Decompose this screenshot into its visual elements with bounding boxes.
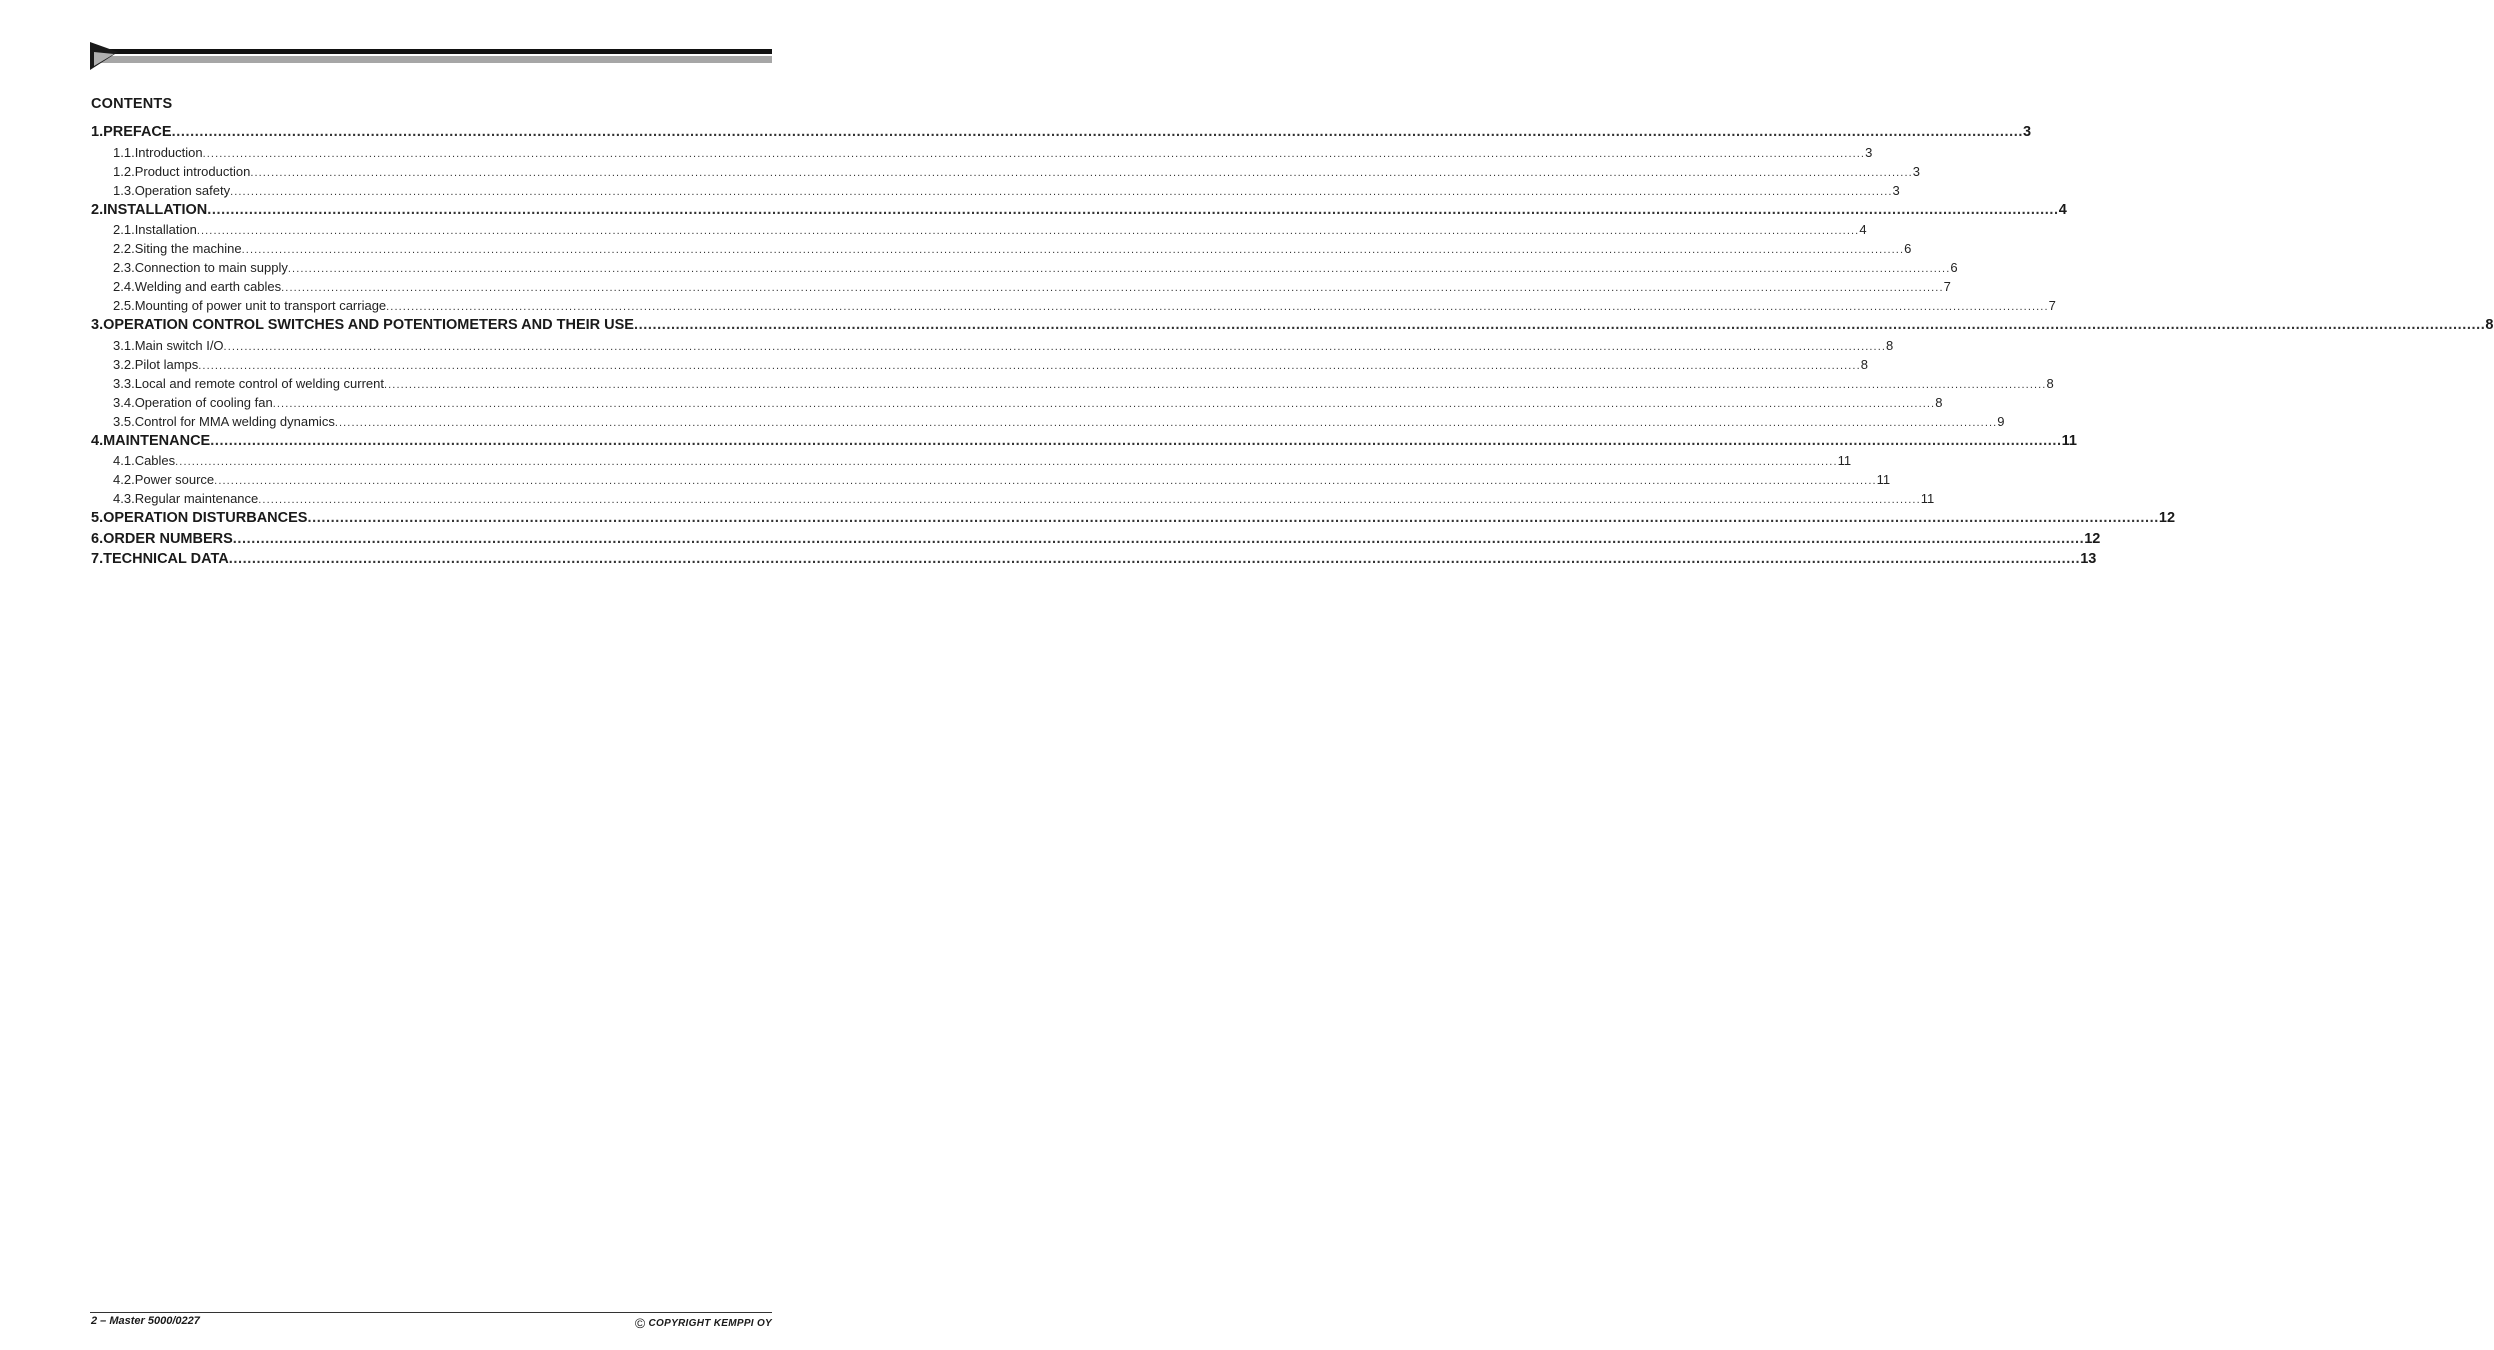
toc-page-number: 8 xyxy=(1935,394,1943,410)
copyright-icon: © xyxy=(634,1315,646,1331)
toc-page-number: 11 xyxy=(1876,472,1891,487)
toc-entry-title: Operation of cooling fan xyxy=(134,394,273,410)
toc-page-number: 4 xyxy=(1859,222,1867,237)
toc-dot-leader: ................................................................................................................................................................................................................................................................................................................................................................................................................ xyxy=(307,510,2159,526)
toc-subsection-entry[interactable] xyxy=(91,181,1900,200)
toc-entry-number: 5. xyxy=(91,510,104,526)
toc-entry-number: 3.5. xyxy=(113,413,135,429)
toc-entry-number: 1.1. xyxy=(113,144,135,160)
toc-page-number: 8 xyxy=(1860,356,1868,372)
toc-subsection-entry[interactable] xyxy=(91,143,1873,162)
toc-entry-title: ORDER NUMBERS xyxy=(103,530,233,547)
toc-dot-leader: ................................................................................................................................................................................................................................................................................................................................................................................................................ xyxy=(196,225,1860,237)
toc-page-number: 12 xyxy=(2158,510,2176,526)
toc-entry-number: 4. xyxy=(91,432,104,449)
footer-page-label: 2 – Master 5000/0227 xyxy=(91,1315,200,1327)
toc-subsection-entry[interactable] xyxy=(91,239,1912,258)
toc-entry-number: 3.1. xyxy=(113,337,135,353)
toc-page-number: 3 xyxy=(1865,144,1873,160)
toc-entry-title: Local and remote control of welding current xyxy=(134,375,384,391)
toc-section-entry[interactable] xyxy=(91,200,2067,221)
toc-page-number: 11 xyxy=(2061,432,2078,449)
toc-entry-title: PREFACE xyxy=(103,124,172,140)
toc-entry-number: 3. xyxy=(91,317,104,333)
toc-dot-leader: ................................................................................................................................................................................................................................................................................................................................................................................................................ xyxy=(258,494,1921,506)
toc-subsection-entry[interactable] xyxy=(91,296,2056,315)
toc-page-number: 8 xyxy=(2485,317,2494,333)
toc-entry-number: 3.3. xyxy=(113,375,135,391)
toc-page-number: 8 xyxy=(1886,337,1894,353)
toc-entry-title: Welding and earth cables xyxy=(134,279,282,294)
toc-dot-leader: ................................................................................................................................................................................................................................................................................................................................................................................................................ xyxy=(228,551,2081,567)
toc-page-number: 8 xyxy=(2046,375,2054,391)
toc-page-number: 4 xyxy=(2058,201,2067,218)
toc-dot-leader: ................................................................................................................................................................................................................................................................................................................................................................................................................ xyxy=(175,456,1838,468)
toc-entry-number: 2.2. xyxy=(113,241,135,256)
table-of-contents xyxy=(91,122,2494,570)
toc-entry-title: Connection to main supply xyxy=(134,260,288,275)
toc-section-entry[interactable] xyxy=(91,529,2101,550)
footer-rule xyxy=(90,1312,772,1313)
footer-copyright xyxy=(635,1316,772,1330)
toc-dot-leader: ................................................................................................................................................................................................................................................................................................................................................................................................................ xyxy=(384,378,2047,391)
toc-page-number: 7 xyxy=(1943,279,1951,294)
toc-dot-leader: ................................................................................................................................................................................................................................................................................................................................................................................................................ xyxy=(241,244,1905,256)
toc-entry-number: 1.3. xyxy=(113,182,135,198)
copyright-text: COPYRIGHT KEMPPI OY xyxy=(648,1317,772,1329)
toc-dot-leader: ................................................................................................................................................................................................................................................................................................................................................................................................................ xyxy=(281,282,1944,294)
toc-entry-title: Regular maintenance xyxy=(134,491,259,506)
toc-section-entry[interactable] xyxy=(91,549,2097,570)
toc-section-entry[interactable] xyxy=(91,122,2032,143)
toc-entry-title: OPERATION CONTROL SWITCHES AND POTENTIOMETERS AND THEIR USE xyxy=(103,317,634,333)
toc-section-entry[interactable] xyxy=(91,431,2078,452)
toc-entry-title: OPERATION DISTURBANCES xyxy=(103,510,308,526)
toc-page-number: 11 xyxy=(1920,491,1935,506)
toc-section-entry[interactable] xyxy=(91,508,2176,529)
toc-page-number: 3 xyxy=(1912,163,1921,179)
toc-entry-title: Control for MMA welding dynamics xyxy=(134,413,335,429)
toc-entry-title: Mounting of power unit to transport carriage xyxy=(134,298,387,313)
toc-page-number: 6 xyxy=(1904,241,1912,256)
header-decoration-bar xyxy=(90,42,772,70)
toc-subsection-entry[interactable] xyxy=(91,355,1868,374)
toc-page-number: 12 xyxy=(2084,530,2101,547)
toc-entry-title: Main switch I/O xyxy=(134,337,224,353)
toc-page-number: 6 xyxy=(1950,260,1958,275)
toc-dot-leader: ................................................................................................................................................................................................................................................................................................................................................................................................................ xyxy=(202,147,1866,160)
toc-subsection-entry[interactable] xyxy=(91,393,1943,412)
toc-dot-leader: ................................................................................................................................................................................................................................................................................................................................................................................................................ xyxy=(210,432,2062,449)
toc-entry-title: Introduction xyxy=(134,144,203,160)
toc-page-number: 3 xyxy=(2023,124,2032,140)
toc-entry-title: INSTALLATION xyxy=(103,201,208,218)
toc-entry-title: Cables xyxy=(134,453,176,468)
toc-dot-leader: ................................................................................................................................................................................................................................................................................................................................................................................................................ xyxy=(386,301,2049,313)
toc-section-entry[interactable] xyxy=(91,315,2494,336)
toc-entry-number: 3.4. xyxy=(113,394,135,410)
toc-subsection-entry[interactable] xyxy=(91,220,1867,239)
toc-entry-title: Operation safety xyxy=(134,182,231,198)
toc-entry-number: 1. xyxy=(91,124,104,140)
toc-entry-number: 7. xyxy=(91,551,104,567)
toc-dot-leader: ................................................................................................................................................................................................................................................................................................................................................................................................................ xyxy=(633,317,2486,333)
toc-dot-leader: ................................................................................................................................................................................................................................................................................................................................................................................................................ xyxy=(250,166,1913,179)
toc-entry-number: 2.5. xyxy=(113,298,135,313)
toc-entry-number: 4.3. xyxy=(113,491,135,506)
toc-dot-leader: ................................................................................................................................................................................................................................................................................................................................................................................................................ xyxy=(214,475,1877,487)
toc-dot-leader: ................................................................................................................................................................................................................................................................................................................................................................................................................ xyxy=(334,416,1998,429)
toc-entry-number: 2.3. xyxy=(113,260,135,275)
toc-dot-leader: ................................................................................................................................................................................................................................................................................................................................................................................................................ xyxy=(198,359,1861,372)
contents-heading: CONTENTS xyxy=(91,96,173,112)
toc-entry-title: Siting the machine xyxy=(134,241,242,256)
toc-entry-number: 1.2. xyxy=(113,163,135,179)
toc-page-number: 13 xyxy=(2080,551,2097,567)
toc-entry-title: MAINTENANCE xyxy=(103,432,211,449)
toc-entry-number: 4.2. xyxy=(113,472,135,487)
toc-entry-title: TECHNICAL DATA xyxy=(103,551,229,567)
toc-entry-title: Pilot lamps xyxy=(134,356,199,372)
toc-subsection-entry[interactable] xyxy=(91,489,1935,508)
toc-subsection-entry[interactable] xyxy=(91,162,1921,181)
toc-subsection-entry[interactable] xyxy=(91,336,1894,355)
toc-entry-number: 2.4. xyxy=(113,279,135,294)
toc-entry-title: Installation xyxy=(134,222,197,237)
toc-dot-leader: ................................................................................................................................................................................................................................................................................................................................................................................................................ xyxy=(272,397,1936,410)
toc-subsection-entry[interactable] xyxy=(91,470,1891,489)
toc-subsection-entry[interactable] xyxy=(91,258,1958,277)
toc-dot-leader: ................................................................................................................................................................................................................................................................................................................................................................................................................ xyxy=(230,185,1893,198)
toc-entry-number: 4.1. xyxy=(113,453,135,468)
toc-dot-leader: ................................................................................................................................................................................................................................................................................................................................................................................................................ xyxy=(223,340,1887,353)
toc-page-number: 3 xyxy=(1892,182,1900,198)
toc-entry-title: Power source xyxy=(134,472,215,487)
toc-page-number: 9 xyxy=(1997,413,2005,429)
toc-dot-leader: ................................................................................................................................................................................................................................................................................................................................................................................................................ xyxy=(287,263,1951,275)
toc-subsection-entry[interactable] xyxy=(91,451,1852,470)
toc-subsection-entry[interactable] xyxy=(91,277,1951,296)
toc-entry-number: 6. xyxy=(91,530,104,547)
toc-subsection-entry[interactable] xyxy=(91,412,2005,431)
toc-entry-title: Product introduction xyxy=(134,163,251,179)
toc-page-number: 7 xyxy=(2048,298,2056,313)
toc-dot-leader: ................................................................................................................................................................................................................................................................................................................................................................................................................ xyxy=(232,530,2085,547)
toc-entry-number: 2.1. xyxy=(113,222,135,237)
toc-dot-leader: ................................................................................................................................................................................................................................................................................................................................................................................................................ xyxy=(207,201,2059,218)
toc-dot-leader: ................................................................................................................................................................................................................................................................................................................................................................................................................ xyxy=(171,124,2024,140)
toc-entry-number: 2. xyxy=(91,201,104,218)
toc-subsection-entry[interactable] xyxy=(91,374,2054,393)
toc-page-number: 11 xyxy=(1837,453,1852,468)
toc-entry-number: 3.2. xyxy=(113,356,135,372)
